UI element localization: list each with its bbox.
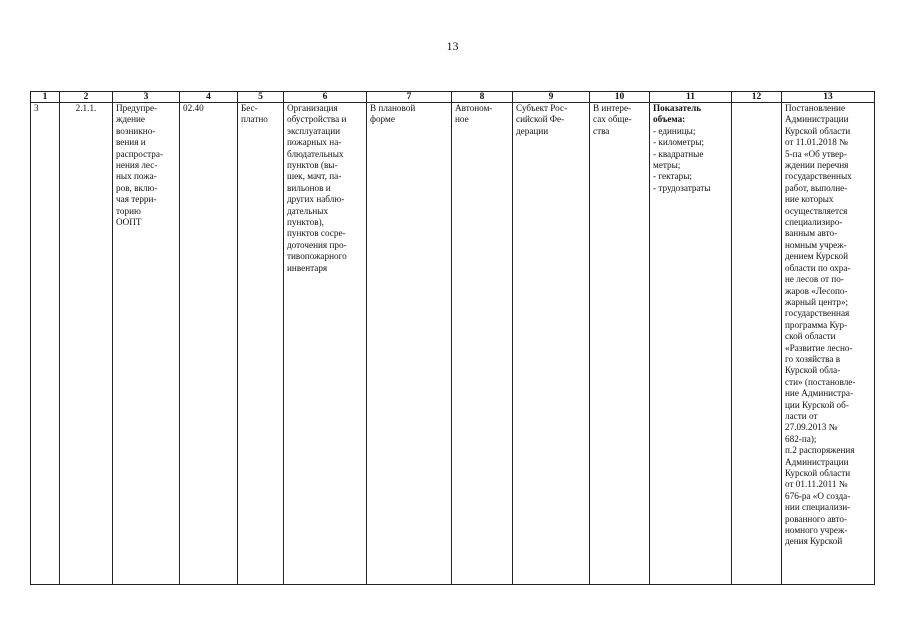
- col-header-6: 6: [284, 92, 367, 103]
- institution-type-text: Автоном- ное: [455, 103, 493, 125]
- cell-institution-type: [452, 103, 513, 585]
- cell-volume-indicator: [650, 103, 732, 585]
- volume-indicator-title: Показатель объема:: [653, 103, 702, 125]
- registry-code-text: 2.1.1.: [75, 103, 97, 113]
- okved-code-text: 02.40: [183, 103, 204, 113]
- col-header-11: 11: [650, 92, 732, 103]
- cell-okved-code: [180, 103, 238, 585]
- payment-text: Бес- платно: [241, 103, 268, 125]
- cell-quality-indicator: [732, 103, 782, 585]
- col-header-10: 10: [590, 92, 650, 103]
- col-header-2: 2: [60, 92, 113, 103]
- col-header-7: 7: [367, 92, 452, 103]
- work-name-text: Предупре- ждение возникно- вения и распростра- нения лес- ных пожа- ров, вклю- чая терри- торию ООПТ: [116, 103, 164, 228]
- cell-content: [284, 103, 367, 585]
- cell-legal-basis: [782, 103, 875, 585]
- header-row: [31, 92, 875, 103]
- volume-indicator-list: - единицы; - километры; - квадратные метры; - гектары; - трудозатраты: [653, 125, 711, 193]
- form-text: В плановой форме: [370, 103, 416, 125]
- col-header-12: 12: [732, 92, 782, 103]
- content-text: Организация обустройства и эксплуатации пожарных на- блюдательных пунктов (вы- шек, мачт, па- вильонов и других наблю- дательных пунктов), пунктов сосре- доточения про- тивопожарного инвентаря: [287, 103, 347, 273]
- row-number-text: 3: [34, 103, 39, 113]
- col-header-9: 9: [513, 92, 590, 103]
- page-number: 13: [446, 39, 459, 53]
- cell-consumer: [513, 103, 590, 585]
- col-header-13: 13: [782, 92, 875, 103]
- legal-basis-text: Постановление Администрации Курской области от 11.01.2018 № 5-па «Об утвер- ждении перечня государственных работ, выполне- ние которых осуществляется специализиро- ванным авто- номным учреж- дением Курской области по охра- не лесов от по- жаров «Лесопо- жарный центр»; государственная программа Кур- ской области «Развитие лесно- го хозяйства в Курской обла- сти» (постановле- ние Администра- ции Курской об- ласти от 27.09.2013 № 682-па); п.2 распоряжения Администрации Курской области от 01.11.2011 № 676-ра «О созда- нии специализи- рованного авто- номного учреж- дения Курской: [785, 103, 856, 547]
- cell-registry-code: [60, 103, 113, 585]
- registry-table: [30, 91, 875, 585]
- cell-payment: [238, 103, 284, 585]
- cell-form: [367, 103, 452, 585]
- consumer-text: Субъект Рос- сийской Фе- дерации: [516, 103, 568, 136]
- col-header-3: 3: [113, 92, 180, 103]
- cell-work-name: [113, 103, 180, 585]
- col-header-1: 1: [31, 92, 60, 103]
- cell-row-number: [31, 103, 60, 585]
- col-header-4: 4: [180, 92, 238, 103]
- table-row: [31, 103, 875, 585]
- col-header-5: 5: [238, 92, 284, 103]
- interest-text: В интере- сах обще- ства: [593, 103, 632, 136]
- cell-interest: [590, 103, 650, 585]
- col-header-8: 8: [452, 92, 513, 103]
